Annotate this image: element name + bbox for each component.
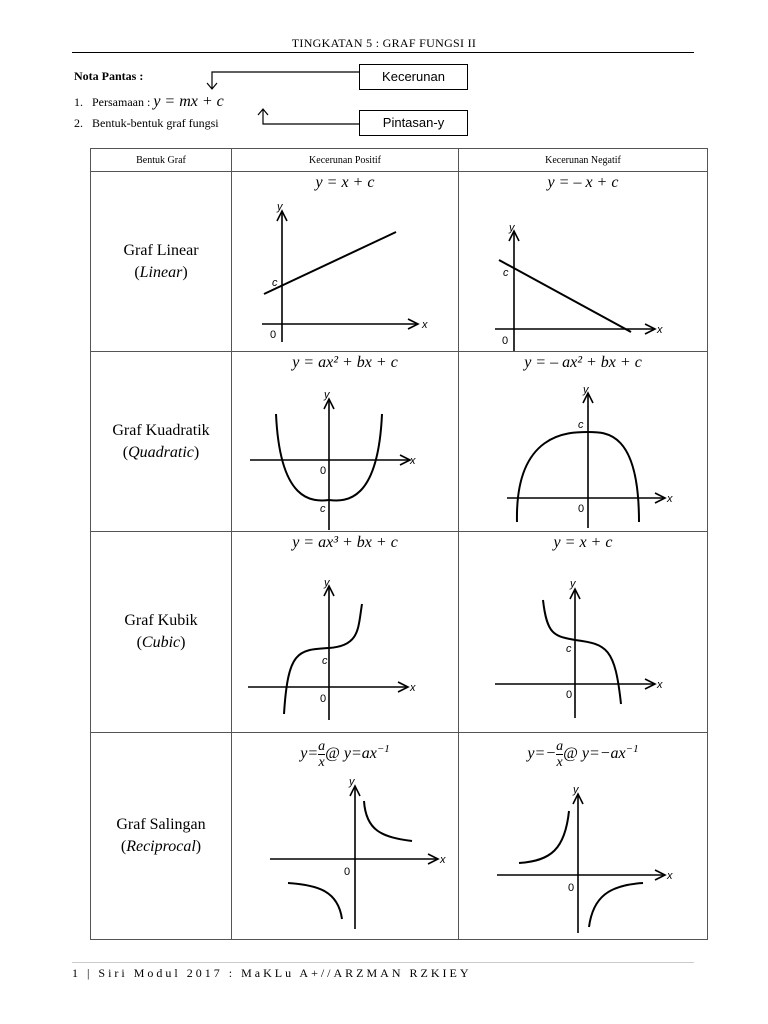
row-label-quadratic — [91, 352, 232, 532]
table-header-row — [91, 149, 708, 172]
cell-cubic-negative — [459, 532, 708, 733]
graph-quadratic-positive — [232, 352, 459, 531]
page-footer: 1 | Siri Modul 2017 : MaKLu A+//ARZMAN RZKIEY — [72, 966, 472, 980]
graph-name: Graf Linear — [123, 241, 199, 259]
intercept-arrow-line — [263, 110, 359, 124]
equation-reciprocal-positive: y= $\frac{a}{x}$ @ $y=ax^{-1}$ — [300, 739, 390, 770]
graph-name: Graf Kuadratik — [112, 421, 210, 439]
col-header-negative: Kecerunan Negatif — [459, 149, 708, 172]
axis-label-x: x — [410, 455, 416, 467]
origin-label: 0 — [502, 335, 509, 347]
axis-label-y: y — [324, 577, 330, 589]
graph-cubic-positive — [232, 532, 459, 732]
origin-label: 0 — [566, 689, 573, 701]
row-label-reciprocal — [91, 733, 232, 940]
origin-label: 0 — [578, 503, 585, 515]
equation-linear-positive: y = x + c — [315, 174, 375, 191]
axis-label-y: y — [573, 784, 579, 796]
cell-linear-positive — [232, 172, 459, 352]
cell-cubic-positive — [232, 532, 459, 733]
intercept-label: c — [503, 267, 509, 279]
equation-quadratic-negative: y = – ax² + bx + c — [524, 354, 642, 371]
axis-label-x: x — [410, 682, 416, 694]
table-row-cubic — [91, 532, 708, 733]
table-row-quadratic — [91, 352, 708, 532]
graph-name: Graf Kubik — [124, 612, 198, 629]
graph-linear-positive — [232, 172, 459, 351]
intercept-label: c — [322, 655, 328, 667]
header-divider — [72, 52, 694, 53]
cell-reciprocal-positive — [232, 733, 459, 940]
equation-reciprocal-negative: y=− $\frac{a}{x}$ @ $y=-ax^{-1}$ — [527, 739, 639, 770]
cell-quadratic-negative — [459, 352, 708, 532]
origin-label: 0 — [320, 465, 327, 477]
axis-label-x: x — [657, 679, 663, 691]
cell-reciprocal-negative — [459, 733, 708, 940]
table-row-linear — [91, 172, 708, 352]
intercept-label: c — [320, 503, 326, 515]
origin-label: 0 — [270, 329, 277, 341]
axis-label-y: y — [583, 384, 589, 396]
graph-reciprocal-positive — [232, 733, 459, 939]
callout-gradient: Kecerunan — [359, 64, 468, 90]
list-number: 1. — [74, 95, 83, 109]
axis-label-x: x — [667, 870, 673, 882]
list-label: Persamaan : — [92, 95, 151, 109]
footer-divider — [72, 962, 694, 963]
graph-reciprocal-negative — [459, 733, 708, 939]
axis-label-y: y — [277, 201, 283, 213]
graph-english: (Cubic) — [136, 634, 186, 651]
graph-linear-negative — [459, 172, 708, 351]
col-header-positive: Kecerunan Positif — [232, 149, 459, 172]
intercept-label: c — [272, 277, 278, 289]
list-label: Bentuk-bentuk graf fungsi — [92, 116, 219, 130]
axis-label-y: y — [324, 389, 330, 401]
table-row-reciprocal — [91, 733, 708, 940]
cell-quadratic-positive — [232, 352, 459, 532]
origin-label: 0 — [568, 882, 575, 894]
axis-label-x: x — [422, 319, 428, 331]
axis-label-y: y — [570, 578, 576, 590]
row-label-linear — [91, 172, 232, 352]
equation-linear-negative: y = – x + c — [547, 174, 619, 191]
intercept-arrow-head — [258, 109, 268, 115]
gradient-arrow-head — [207, 83, 217, 89]
col-header-shape: Bentuk Graf — [91, 149, 232, 172]
origin-label: 0 — [344, 866, 351, 878]
graph-english: (Quadratic) — [122, 443, 200, 461]
list-item-graph-forms — [74, 116, 219, 131]
axis-label-x: x — [657, 324, 663, 336]
graph-english: (Reciprocal) — [120, 838, 202, 855]
row-label-cubic — [91, 532, 232, 733]
graph-english: (Linear) — [134, 263, 188, 281]
graph-cubic-negative — [459, 532, 708, 732]
main-equation: y = mx + c — [153, 93, 224, 110]
gradient-arrow-line — [212, 72, 359, 88]
graph-name: Graf Salingan — [116, 816, 206, 833]
axis-label-x: x — [667, 493, 673, 505]
cell-linear-negative — [459, 172, 708, 352]
intercept-label: c — [578, 419, 584, 431]
graph-quadratic-negative — [459, 352, 708, 531]
callout-intercept: Pintasan-y — [359, 110, 468, 136]
axis-label-x: x — [440, 854, 446, 866]
graph-forms-table — [90, 148, 708, 940]
intercept-label: c — [566, 643, 572, 655]
equation-cubic-negative: y = x + c — [553, 534, 613, 551]
list-item-equation — [74, 93, 224, 111]
list-number: 2. — [74, 116, 83, 130]
nota-title: Nota Pantas : — [74, 69, 144, 83]
axis-label-y: y — [349, 776, 355, 788]
axis-label-y: y — [509, 222, 515, 234]
equation-cubic-positive: y = ax³ + bx + c — [292, 534, 398, 551]
origin-label: 0 — [320, 693, 327, 705]
page-header-title: TINGKATAN 5 : GRAF FUNGSI II — [291, 36, 477, 50]
equation-quadratic-positive: y = ax² + bx + c — [292, 354, 398, 371]
